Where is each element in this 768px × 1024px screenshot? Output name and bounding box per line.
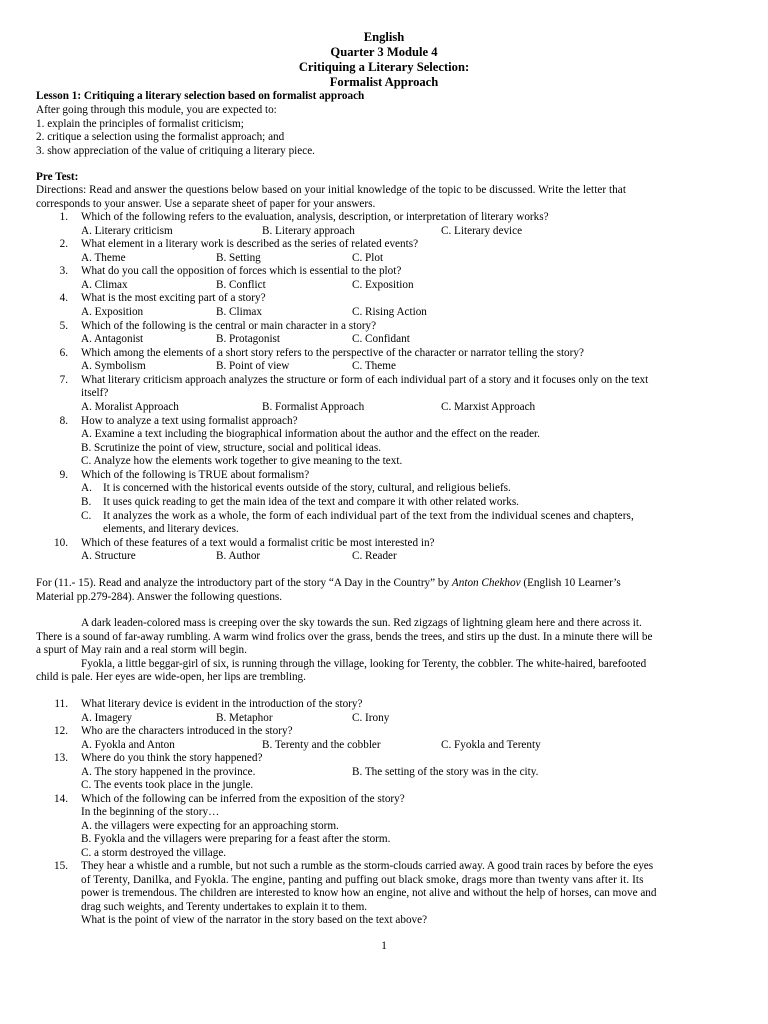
option-a: A. Symbolism <box>81 360 146 372</box>
question-number: 11. <box>54 698 68 710</box>
passage-line: child is pale. Her eyes are wide-open, her lips are trembling. <box>36 671 306 683</box>
passage-line: Fyokla, a little beggar-girl of six, is running through the village, looking for Terenty, the cobbler. The white-haired, barefooted <box>81 658 647 670</box>
question-number: 2. <box>59 238 68 250</box>
option-c: C. Literary device <box>441 225 523 237</box>
option-b: B. Formalist Approach <box>262 401 365 413</box>
objective-2: 2. critique a selection using the formalist approach; and <box>36 131 285 143</box>
question-number: 9. <box>59 469 68 481</box>
option-b: B. Climax <box>216 306 262 318</box>
story-intro-line-1: For (11.- 15). Read and analyze the introductory part of the story “A Day in the Country” by Anton Chekhov (English 10 Learner’s <box>36 577 621 589</box>
passage-line: a spurt of May rain and a real storm will begin. <box>36 644 247 656</box>
passage-line: A dark leaden-colored mass is creeping over the sky towards the sun. Red zigzags of lightning gleam here and there across it. <box>81 617 642 629</box>
question-number: 12. <box>54 725 68 737</box>
option-b: It uses quick reading to get the main idea of the text and compare it with other related works. <box>103 496 519 508</box>
question-text: What is the point of view of the narrator in the story based on the text above? <box>81 914 428 926</box>
option-a: A. Exposition <box>81 306 144 318</box>
question-number: 14. <box>54 793 68 805</box>
option-c: C. The events took place in the jungle. <box>81 779 254 791</box>
option-a: A. Imagery <box>81 712 132 724</box>
question-number: 3. <box>59 265 68 277</box>
option-b: B. Author <box>216 550 261 562</box>
question-text: What literary criticism approach analyzes the structure or form of each individual part of a story and it focuses only on the text <box>81 374 649 386</box>
option-a: A. Fyokla and Anton <box>81 739 175 751</box>
subject-title: English <box>363 30 405 44</box>
objective-3: 3. show appreciation of the value of critiquing a literary piece. <box>36 145 315 157</box>
objective-1: 1. explain the principles of formalist criticism; <box>36 118 244 130</box>
pretest-heading: Pre Test: <box>36 171 79 183</box>
question-number: 1. <box>59 211 68 223</box>
option-b: B. Literary approach <box>262 225 355 237</box>
option-b: B. The setting of the story was in the city. <box>352 766 539 778</box>
option-b: B. Protagonist <box>216 333 281 345</box>
question-text: How to analyze a text using formalist approach? <box>81 415 298 427</box>
option-a: A. Literary criticism <box>81 225 173 237</box>
option-c: C. Exposition <box>352 279 414 291</box>
option-a: It is concerned with the historical events outside of the story, cultural, and religious beliefs. <box>103 482 511 494</box>
option-b: B. Setting <box>216 252 261 264</box>
question-number: 5. <box>59 320 68 332</box>
question-number: 13. <box>54 752 68 764</box>
option-c: C. Irony <box>352 712 390 724</box>
option-a: A. Climax <box>81 279 128 291</box>
question-stem: In the beginning of the story… <box>81 806 220 818</box>
option-b: B. Fyokla and the villagers were preparing for a feast after the storm. <box>81 833 391 845</box>
module-title: Quarter 3 Module 4 <box>330 45 438 59</box>
option-b-label: B. <box>81 496 92 508</box>
title-line-1: Critiquing a Literary Selection: <box>298 60 470 74</box>
option-a: A. Moralist Approach <box>81 401 179 413</box>
question-text: Which of these features of a text would a formalist critic be most interested in? <box>81 537 435 549</box>
option-c: C. Fyokla and Terenty <box>441 739 541 751</box>
option-a: A. Antagonist <box>81 333 144 345</box>
question-text: What do you call the opposition of forces which is essential to the plot? <box>81 265 402 277</box>
question-text: What is the most exciting part of a story? <box>81 292 266 304</box>
question-number: 10. <box>54 537 68 549</box>
author-name: Anton Chekhov <box>451 577 521 589</box>
option-a-label: A. <box>81 482 92 494</box>
option-c: C. Confidant <box>352 333 410 345</box>
question-text: What literary device is evident in the introduction of the story? <box>81 698 363 710</box>
question-text: Which of the following is the central or main character in a story? <box>81 320 377 332</box>
question-number: 6. <box>59 347 68 359</box>
option-c: C. Rising Action <box>352 306 427 318</box>
option-b: B. Point of view <box>216 360 290 372</box>
option-a: A. the villagers were expecting for an approaching storm. <box>81 820 339 832</box>
passage-line: There is a sound of far-away rumbling. A warm wind frolics over the grass, bends the trees, and stirs up the dust. In a minute there will be <box>36 631 653 643</box>
option-b: B. Conflict <box>216 279 266 291</box>
option-c-label: C. <box>81 510 92 522</box>
question-text: Which of the following is TRUE about formalism? <box>81 469 310 481</box>
option-c: C. Theme <box>352 360 396 372</box>
question-number: 15. <box>54 860 68 872</box>
lesson-title: Lesson 1: Critiquing a literary selection based on formalist approach <box>36 90 365 102</box>
directions-line-1: Directions: Read and answer the questions below based on your initial knowledge of the topic to be discussed. Write the letter that <box>36 184 626 196</box>
lesson-intro: After going through this module, you are expected to: <box>36 104 277 116</box>
page-number: 1 <box>381 940 387 952</box>
question-text: Which of the following can be inferred from the exposition of the story? <box>81 793 405 805</box>
option-a: A. Theme <box>81 252 126 264</box>
option-a: A. The story happened in the province. <box>81 766 256 778</box>
option-b: B. Scrutinize the point of view, structure, social and political ideas. <box>81 442 382 454</box>
question-text: Where do you think the story happened? <box>81 752 263 764</box>
option-c: C. Analyze how the elements work together to give meaning to the text. <box>81 455 403 467</box>
question-text: What element in a literary work is described as the series of related events? <box>81 238 419 250</box>
option-c: C. Plot <box>352 252 384 264</box>
question-number: 7. <box>59 374 68 386</box>
story-intro-line-2: Material pp.279-284). Answer the following questions. <box>36 591 283 603</box>
option-c: It analyzes the work as a whole, the form of each individual part of the text from the individual scenes and chapters, <box>103 510 634 522</box>
question-number: 4. <box>59 292 68 304</box>
option-c: C. Reader <box>352 550 397 562</box>
passage-line: of Terenty, Danilka, and Fyokla. The engine, panting and puffing out black smoke, drags more than twenty vans after it. Its <box>81 874 644 886</box>
passage-line: power is tremendous. The children are interested to know how an engine, not alive and without the help of horses, can move and <box>81 887 657 899</box>
question-text: Who are the characters introduced in the story? <box>81 725 293 737</box>
option-a: A. Structure <box>81 550 136 562</box>
option-b: B. Metaphor <box>216 712 273 724</box>
question-text: Which among the elements of a short story refers to the perspective of the character or narrator telling the story? <box>81 347 584 359</box>
passage-line: drag such weights, and Terenty undertakes to explain it to them. <box>81 901 368 913</box>
question-number: 8. <box>59 415 68 427</box>
directions-line-2: corresponds to your answer. Use a separate sheet of paper for your answers. <box>36 198 376 210</box>
option-c: C. a storm destroyed the village. <box>81 847 227 859</box>
question-text: Which of the following refers to the evaluation, analysis, description, or interpretation of literary works? <box>81 211 549 223</box>
title-line-2: Formalist Approach <box>329 75 439 89</box>
option-a: A. Examine a text including the biographical information about the author and the effect on the reader. <box>81 428 540 440</box>
passage-line: They hear a whistle and a rumble, but not such a rumble as the storm-clouds carried away. A good train races by before the eyes <box>81 860 654 872</box>
option-c-cont: elements, and literary devices. <box>103 523 239 535</box>
option-b: B. Terenty and the cobbler <box>262 739 381 751</box>
option-c: C. Marxist Approach <box>441 401 536 413</box>
question-text-cont: itself? <box>81 387 109 399</box>
